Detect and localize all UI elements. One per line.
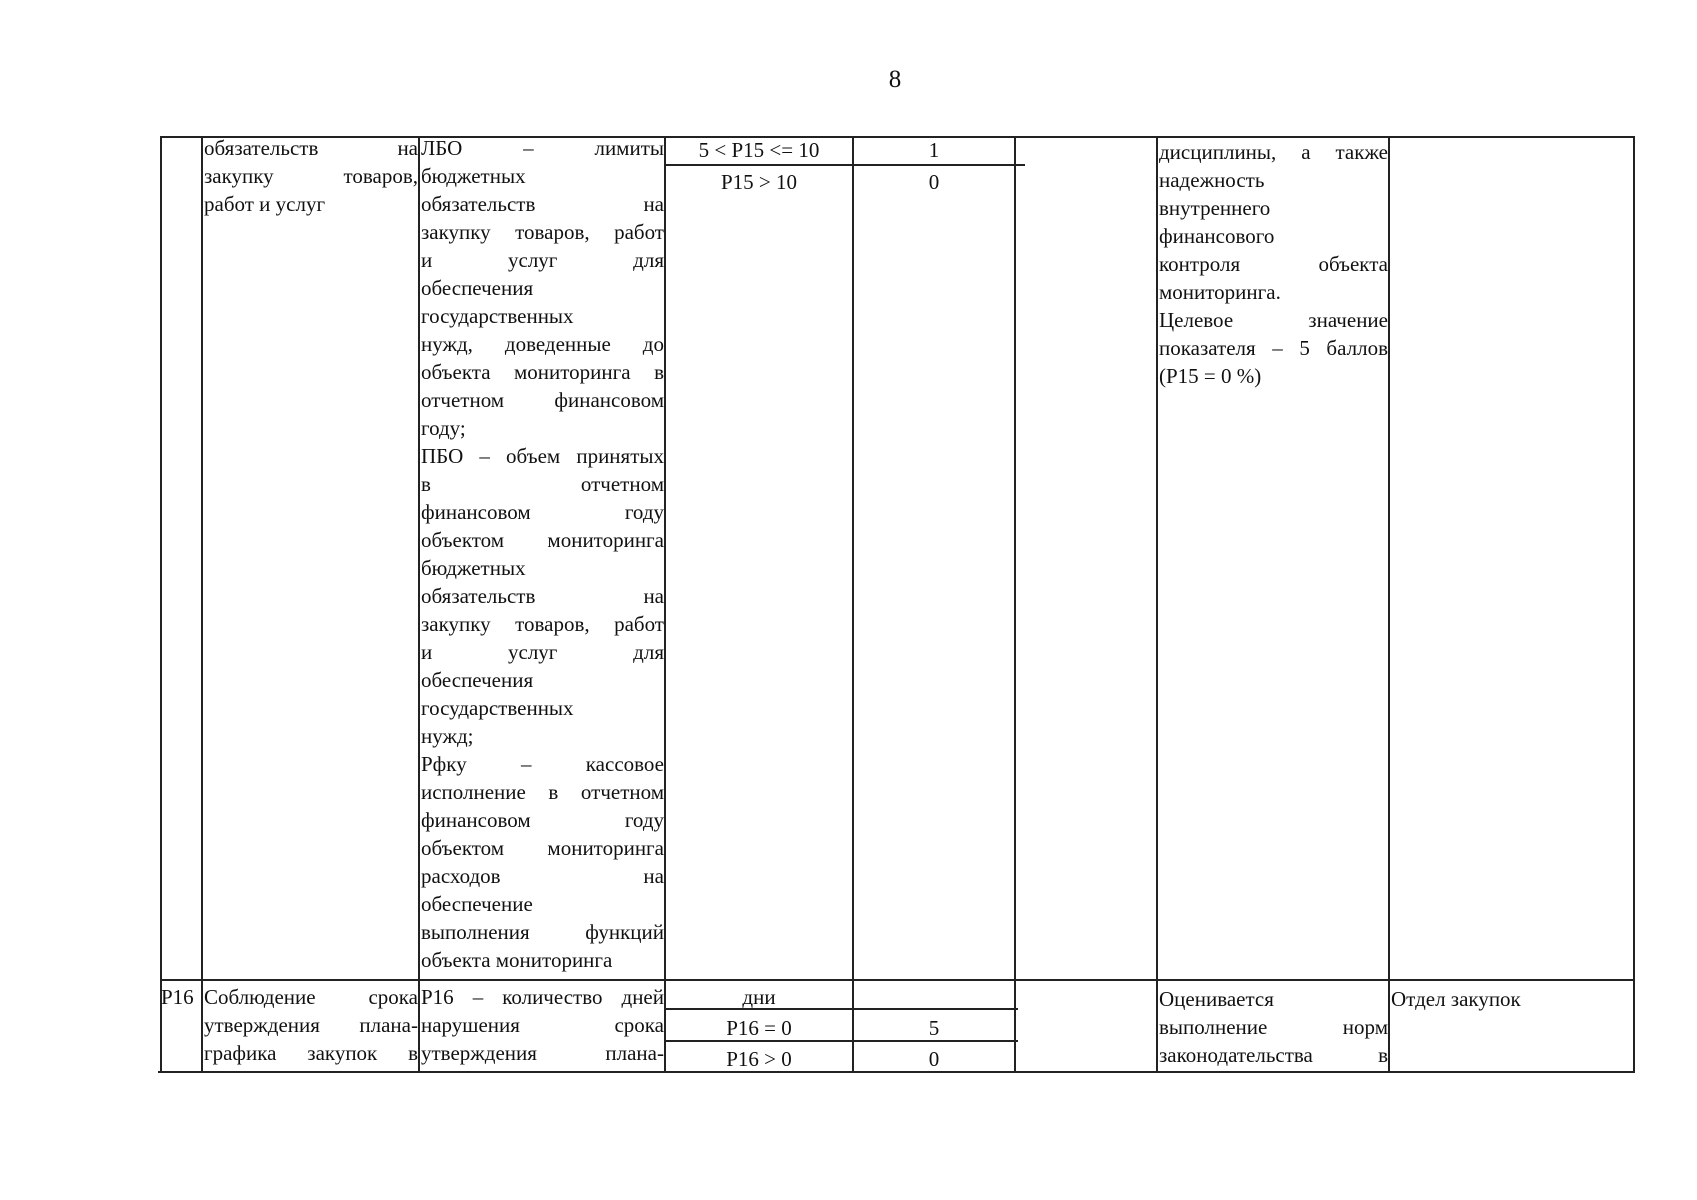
formula-line: нужд; <box>421 724 474 748</box>
col-border-1 <box>160 136 162 1073</box>
p16-code-cell: P16 <box>161 985 194 1009</box>
col-border-3 <box>418 136 420 1073</box>
formula-line: утверждения плана- <box>421 1041 664 1065</box>
p15-name-line: работ и услуг <box>204 192 326 216</box>
formula-line: бюджетных <box>421 164 526 188</box>
formula-line: финансовом году <box>421 500 664 524</box>
formula-line: государственных <box>421 304 574 328</box>
description-line: контроля объекта <box>1159 252 1388 276</box>
formula-line: объектом мониторинга <box>421 528 664 552</box>
formula-line: обеспечение <box>421 892 533 916</box>
p15-condition-cell-2: P15 > 10 <box>720 170 798 194</box>
p16-condition-cell-1: P16 = 0 <box>726 1016 792 1040</box>
p16-score-cell-1: 5 <box>928 1016 940 1040</box>
formula-line: нарушения срока <box>421 1013 664 1037</box>
p16-formula-cell <box>421 983 664 1067</box>
formula-line: объекта мониторинга в <box>421 360 664 384</box>
col-border-7 <box>1156 136 1158 1073</box>
formula-line: расходов на <box>421 864 664 888</box>
p15-score-cell-1: 1 <box>928 138 940 162</box>
col-border-5 <box>852 136 854 1073</box>
formula-line: закупку товаров, работ <box>421 220 664 244</box>
description-line: надежность <box>1159 168 1265 192</box>
description-line: Целевое значение <box>1159 308 1388 332</box>
table-right-border <box>1633 136 1635 1073</box>
formula-line: и услуг для <box>421 248 664 272</box>
description-line: выполнение норм <box>1159 1015 1388 1039</box>
row-divider <box>160 979 1635 981</box>
formula-line: финансовом году <box>421 808 664 832</box>
formula-line: P16 – количество дней <box>421 985 664 1009</box>
col-border-6 <box>1014 136 1016 1073</box>
condition-divider-1 <box>666 164 1025 166</box>
formula-line: отчетном финансовом <box>421 388 664 412</box>
formula-line: обязательств на <box>421 192 664 216</box>
description-line: внутреннего <box>1159 196 1271 220</box>
p16-condition-cell-2: P16 > 0 <box>726 1047 792 1071</box>
formula-line: Рфку – кассовое <box>421 752 664 776</box>
description-line: законодательства в <box>1159 1043 1388 1067</box>
description-line: финансового <box>1159 224 1275 248</box>
formula-line: ЛБО – лимиты <box>421 136 664 160</box>
p15-indicator-name-cell <box>204 134 418 218</box>
col-border-2 <box>201 136 203 1073</box>
formula-line: и услуг для <box>421 640 664 664</box>
formula-line: объекта мониторинга <box>421 948 613 972</box>
page-number: 8 <box>888 66 902 93</box>
formula-line: бюджетных <box>421 556 526 580</box>
p15-description-cell <box>1159 138 1388 390</box>
p16-name-line: утверждения плана- <box>204 1013 418 1037</box>
formula-line: закупку товаров, работ <box>421 612 664 636</box>
formula-line: выполнения функций <box>421 920 664 944</box>
formula-line: году; <box>421 416 466 440</box>
formula-line: обеспечения <box>421 276 534 300</box>
col-border-8 <box>1388 136 1390 1073</box>
p15-condition-cell-1: 5 < P15 <= 10 <box>698 138 820 162</box>
col-border-4 <box>664 136 666 1073</box>
p15-name-line: закупку товаров, <box>204 164 418 188</box>
formula-line: исполнение в отчетном <box>421 780 664 804</box>
description-line: Оценивается <box>1159 987 1274 1011</box>
p15-name-line: обязательств на <box>204 136 418 160</box>
formula-line: обеспечения <box>421 668 534 692</box>
description-line: мониторинга. <box>1159 280 1281 304</box>
formula-line: объектом мониторинга <box>421 836 664 860</box>
p16-description-cell <box>1159 985 1388 1069</box>
p15-score-cell-2: 0 <box>928 170 940 194</box>
p16-name-line: Соблюдение срока <box>204 985 418 1009</box>
description-line: дисциплины, а также <box>1159 140 1388 164</box>
formula-line: нужд, доведенные до <box>421 332 664 356</box>
p16-responsible-cell: Отдел закупок <box>1391 987 1521 1011</box>
description-line: (P15 = 0 %) <box>1159 364 1262 388</box>
p16-name-line: графика закупок в <box>204 1041 418 1065</box>
formula-line: государственных <box>421 696 574 720</box>
description-line: показателя – 5 баллов <box>1159 336 1388 360</box>
formula-line: в отчетном <box>421 472 664 496</box>
p16-indicator-name-cell <box>204 983 418 1067</box>
p16-score-cell-2: 0 <box>928 1047 940 1071</box>
p16-unit-cell: дни <box>742 985 776 1009</box>
formula-line: обязательств на <box>421 584 664 608</box>
p15-formula-cell <box>421 134 664 974</box>
formula-line: ПБО – объем принятых <box>421 444 664 468</box>
